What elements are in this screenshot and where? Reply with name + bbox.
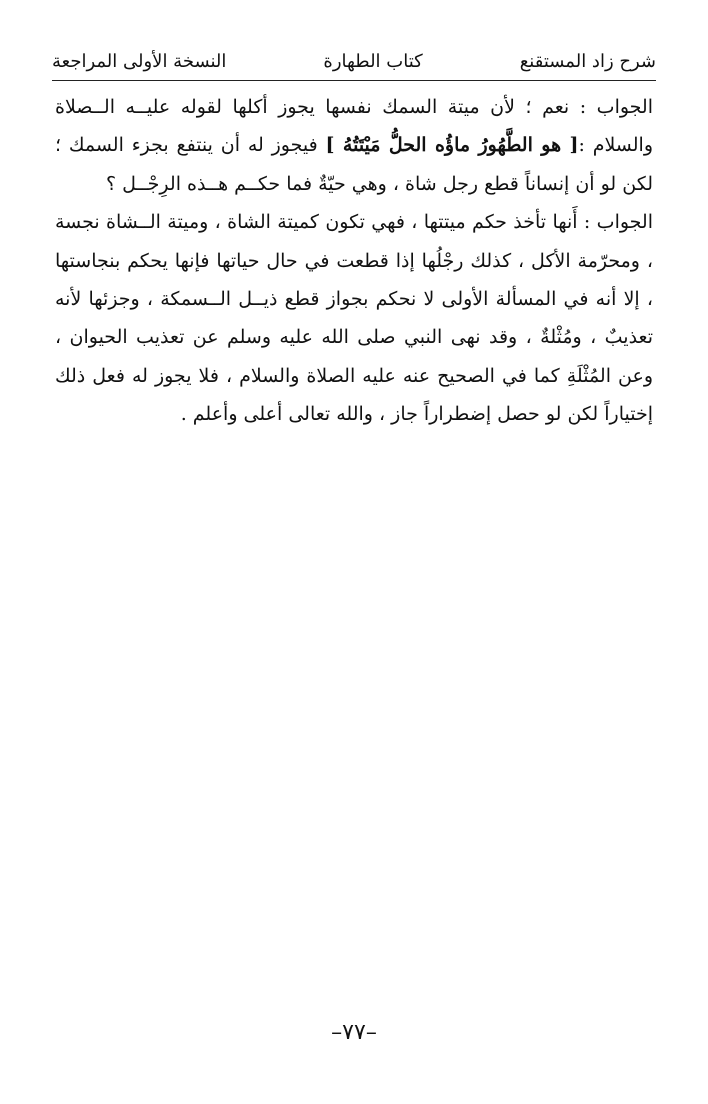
paragraph-answer-2: الجواب : أَنها تأخذ حكم ميتتها ، فهي تكون كميتة الشاة ، وميتة الــشاة نجسة ، ومحرّمة الأكل ، كذلك رجْلُها إذا قطعت في حال حياتها فإنها يحكم بنجاستها ، إلا أنه في المسألة الأولى لا نحكم بجواز قطع ذيــل الــسمكة ، وجزئها لأنه تعذيبٌ ، ومُثْلةٌ ، وقد نهى النبي صلى الله عليه وسلم عن تعذيب الحيوان ، وعن المُثْلَةِ كما في الصحيح عنه عليه الصلاة والسلام ، فلا يجوز له فعل ذلك إختياراً لكن لو حصل إضطراراً جاز ، والله تعالى أعلى وأعلم . [55,211,653,426]
body-text [55,88,653,434]
page-number: –٧٧– [331,1020,377,1045]
header-edition: النسخة الأولى المراجعة [52,50,227,72]
hadith-quote: [ هو الطَّهُورُ ماؤُه الحلُّ مَيْتَتُهُ ] [325,134,579,157]
header-rule [52,80,656,81]
header-chapter-title: كتاب الطهارة [323,50,423,72]
answer-1-text: الجواب : نعم ؛ لأن ميتة السمك نفسها يجوز أكلها لقوله عليــه الــصلاة والسلام : [55,96,653,157]
paragraph-answer-1 [55,88,653,203]
running-header [52,44,656,78]
header-book-title: شرح زاد المستقنع [519,50,656,72]
question-text: فيجوز له أن ينتفع بجزء السمك ؛ لكن لو أن إنساناً قطع رجل شاة ، وهي حيّةٌ فما حكــم هــذه الرِجْــل ؟ [55,134,653,195]
